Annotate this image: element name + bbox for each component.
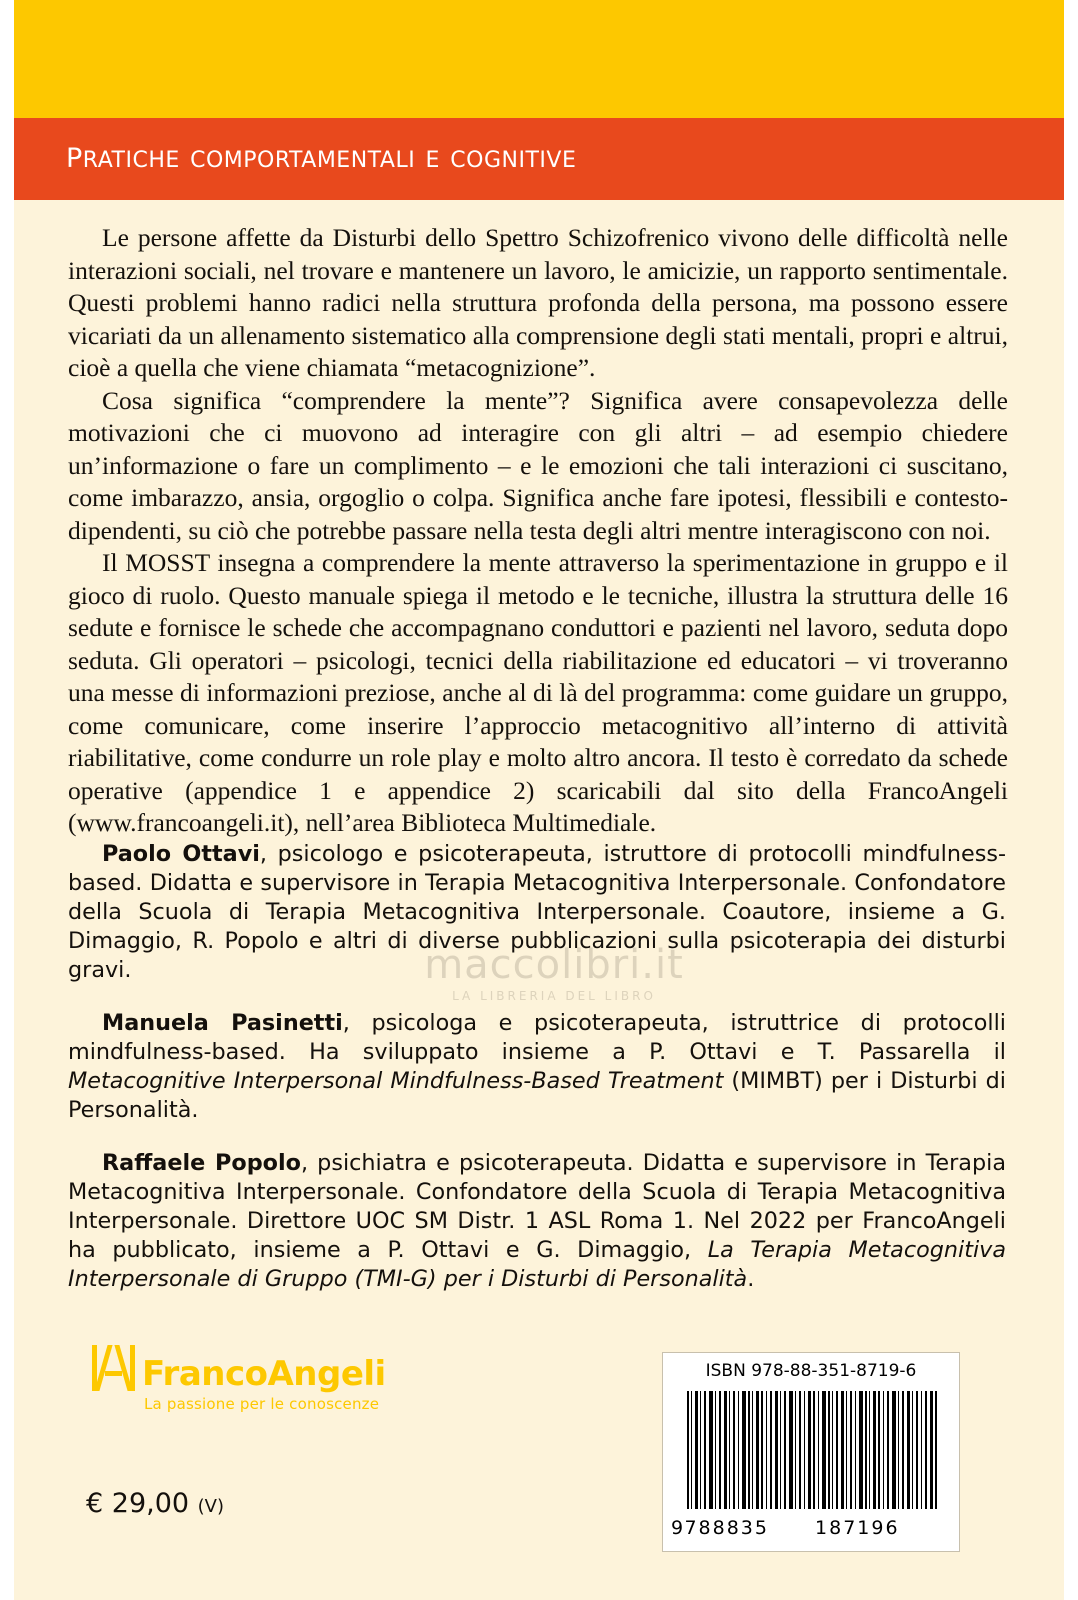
publisher-logo bbox=[92, 1345, 392, 1413]
author-bio-popolo-post: . bbox=[747, 1265, 755, 1292]
francoangeli-mark-icon bbox=[92, 1345, 136, 1391]
barcode-group-2: 187196 bbox=[815, 1517, 900, 1539]
cover-body bbox=[14, 200, 1064, 1600]
author-name-ottavi: Paolo Ottavi bbox=[102, 841, 260, 867]
price-label bbox=[86, 1488, 224, 1519]
barcode-lead-digit: 9 bbox=[671, 1517, 686, 1539]
author-name-pasinetti: Manuela Pasinetti bbox=[102, 1009, 343, 1036]
publisher-name: FrancoAngeli bbox=[142, 1354, 386, 1394]
author-bio-pasinetti-pre: , psicologa e psicoterapeuta, istruttrice di protocolli mindfulness-based. Ha sviluppato insieme a P. Ottavi e T. Passarella il bbox=[68, 1009, 1006, 1065]
isbn-text: ISBN 978-88-351-8719-6 bbox=[705, 1361, 917, 1381]
barcode-block bbox=[662, 1352, 960, 1552]
author-bio-pasinetti bbox=[68, 1009, 1006, 1125]
price-amount: € 29,00 bbox=[86, 1488, 190, 1519]
blurb-paragraph-3: Il MOSST insegna a comprendere la mente attraverso la sperimentazione in gruppo e il gioco di ruolo. Questo manuale spiega il metodo e le tecniche, illustra la struttura delle 16 sedute e fornisce le schede che accompagnano conduttori e pazienti nel lavoro, seduta dopo seduta. Gli operatori – psicologi, tecnici della riabilitazione ed educatori – vi troveranno una messe di informazioni preziose, anche al di là del programma: come guidare un gruppo, come comunicare, come inserire l’approccio metacognitivo all’interno di attività riabilitative, come condurre un role play e molto altro ancora. Il testo è corredato da schede operative (appendice 1 e appendice 2) scaricabili dal sito della FrancoAngeli (www.francoangeli.it), nell’area Biblioteca Multimediale. bbox=[68, 548, 1008, 837]
series-band bbox=[14, 118, 1064, 200]
publisher-tagline: La passione per le conoscenze bbox=[144, 1395, 380, 1413]
author-bio-popolo-pre: , psichiatra e psicoterapeuta. Didatta e supervisore in Terapia Metacognitiva Interpersonale. Confondatore della Scuola di Terapia Metacognitiva Interpersonale. Direttore UOC SM Distr. 1 ASL Roma 1. Nel 2022 per FrancoAngeli ha pubblicato, insieme a P. Ottavi e G. Dimaggio, bbox=[68, 1149, 1006, 1263]
barcode-group-1: 788835 bbox=[684, 1517, 769, 1539]
author-bios bbox=[68, 840, 1006, 1318]
blurb-paragraph-2: Cosa significa “comprendere la mente”? Significa avere consapevolezza delle motivazioni che ci muovono ad interagire con gli altri – ad esempio chiedere un’informazione o fare un complimento – e le emozioni che tali interazioni ci suscitano, come imbarazzo, ansia, orgoglio o colpa. Significa anche fare ipotesi, flessibili e contesto-dipendenti, su ciò che potrebbe passare nella testa degli altri mentre interagiscono con noi. bbox=[68, 385, 1008, 545]
blurb-paragraph-1: Le persone affette da Disturbi dello Spettro Schizofrenico vivono delle difficoltà nelle interazioni sociali, nel trovare e mantenere un lavoro, le amicizie, un rapporto sentimentale. Questi problemi hanno radici nella struttura profonda della persona, ma possono essere vicariati da un allenamento sistematico alla comprensione degli stati mentali, propri e altrui, cioè a quella che viene chiamata “metacognizione”. bbox=[68, 223, 1008, 382]
barcode-digits bbox=[663, 1517, 959, 1539]
author-bio-popolo-italic: La Terapia Metacognitiva Interpersonale di Gruppo (TMI-G) per i Disturbi di Personalità bbox=[68, 1236, 1006, 1292]
author-name-popolo: Raffaele Popolo bbox=[102, 1149, 301, 1176]
author-bio-text-ottavi: , psicologo e psicoterapeuta, istruttore di protocolli mindfulness-based. Didatta e supervisore in Terapia Metacognitiva Interpersonale. Confondatore della Scuola di Terapia Metacognitiva Interpersonale. Coautore, insieme a G. Dimaggio, R. Popolo e altri di diverse pubblicazioni sulla psicoterapia dei disturbi gravi. bbox=[68, 841, 1007, 983]
barcode-bars bbox=[687, 1391, 937, 1509]
blurb-text bbox=[68, 222, 1008, 840]
author-bio-pasinetti-post: (MIMBT) per i Disturbi di Personalità. bbox=[68, 1067, 1006, 1123]
watermark-main: maccolibri.it bbox=[424, 942, 684, 988]
watermark-sub: LA LIBRERIA DEL LIBRO bbox=[452, 989, 656, 1003]
series-title: pratiche comportamentali e cognitive bbox=[66, 132, 577, 177]
top-yellow-band bbox=[14, 0, 1064, 118]
price-vat: (V) bbox=[197, 1496, 225, 1517]
author-bio-pasinetti-italic: Metacognitive Interpersonal Mindfulness-Based Treatment bbox=[68, 1067, 724, 1094]
author-bio-popolo bbox=[68, 1149, 1006, 1294]
author-bio-ottavi bbox=[68, 840, 1007, 988]
